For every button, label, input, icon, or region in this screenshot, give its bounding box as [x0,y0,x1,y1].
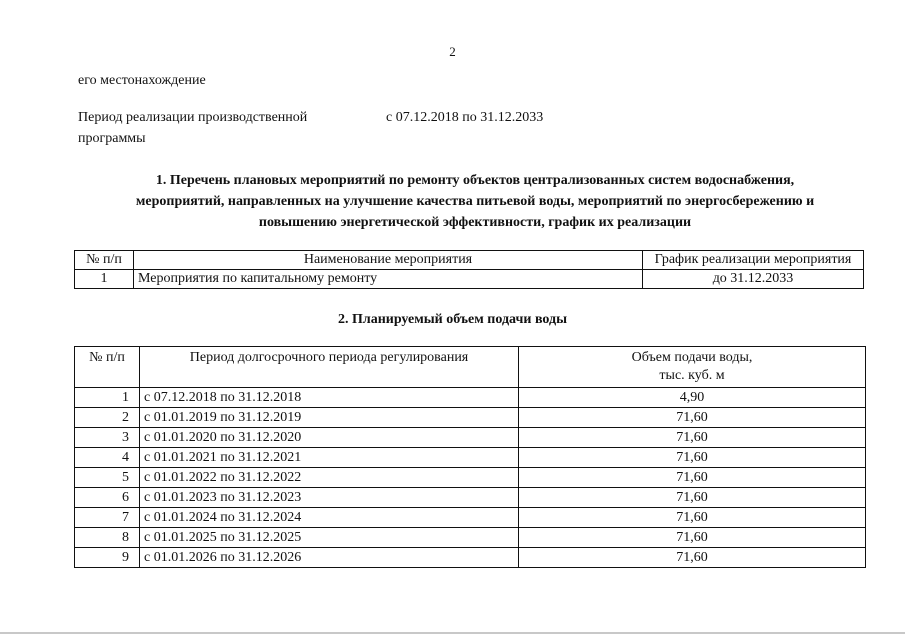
section1-title-line1: 1. Перечень плановых мероприятий по ремонту объектов централизованных систем водоснабжения, [155,173,795,188]
period-label-line2: программы [78,131,146,146]
row-volume: 4,90 [519,388,866,408]
page-bottom-edge [0,632,905,634]
header-volume-line1: Объем подачи воды, [631,350,753,365]
table-row [75,528,866,548]
row-schedule: до 31.12.2033 [643,270,864,289]
period-label-line1: Период реализации производственной [78,110,308,125]
header-num: № п/п [75,251,134,270]
page-number: 2 [449,44,456,59]
table-row [75,388,866,408]
table-row [75,448,866,468]
header-num: № п/п [75,347,140,388]
table-header-row [75,347,866,388]
table-row [75,428,866,448]
table-row [75,508,866,528]
row-period: с 01.01.2026 по 31.12.2026 [140,548,519,568]
row-num: 2 [75,408,140,428]
row-num: 4 [75,448,140,468]
row-num: 3 [75,428,140,448]
section1-title-line3: повышению энергетической эффективности, график их реализации [258,215,692,230]
row-period: с 07.12.2018 по 31.12.2018 [140,388,519,408]
period-value: с 07.12.2018 по 31.12.2033 [386,110,544,125]
row-period: с 01.01.2023 по 31.12.2023 [140,488,519,508]
row-volume: 71,60 [519,488,866,508]
row-volume: 71,60 [519,428,866,448]
location-line: его местонахождение [78,73,206,88]
header-volume [519,347,866,388]
row-period: с 01.01.2020 по 31.12.2020 [140,428,519,448]
row-num: 6 [75,488,140,508]
row-volume: 71,60 [519,508,866,528]
row-volume: 71,60 [519,468,866,488]
water-volume-table [74,346,866,568]
row-num: 1 [75,270,134,289]
header-volume-line2: тыс. куб. м [659,368,725,383]
row-period: с 01.01.2019 по 31.12.2019 [140,408,519,428]
row-volume: 71,60 [519,448,866,468]
table-row [75,488,866,508]
row-activity-name: Мероприятия по капитальному ремонту [134,270,643,289]
header-schedule: График реализации мероприятия [643,251,864,270]
row-period: с 01.01.2025 по 31.12.2025 [140,528,519,548]
row-period: с 01.01.2022 по 31.12.2022 [140,468,519,488]
table-row [75,270,864,289]
row-num: 7 [75,508,140,528]
row-volume: 71,60 [519,528,866,548]
row-num: 5 [75,468,140,488]
section2-title: 2. Планируемый объем подачи воды [337,312,568,327]
header-activity-name: Наименование мероприятия [134,251,643,270]
row-volume: 71,60 [519,548,866,568]
row-num: 8 [75,528,140,548]
row-num: 1 [75,388,140,408]
table-header-row [75,251,864,270]
table-row [75,548,866,568]
row-period: с 01.01.2021 по 31.12.2021 [140,448,519,468]
row-period: с 01.01.2024 по 31.12.2024 [140,508,519,528]
header-period: Период долгосрочного периода регулирования [140,347,519,388]
row-volume: 71,60 [519,408,866,428]
row-num: 9 [75,548,140,568]
section1-title-line2: мероприятий, направленных на улучшение качества питьевой воды, мероприятий по энергосбережению и [135,194,815,209]
table-row [75,468,866,488]
table-row [75,408,866,428]
activities-table [74,250,864,289]
